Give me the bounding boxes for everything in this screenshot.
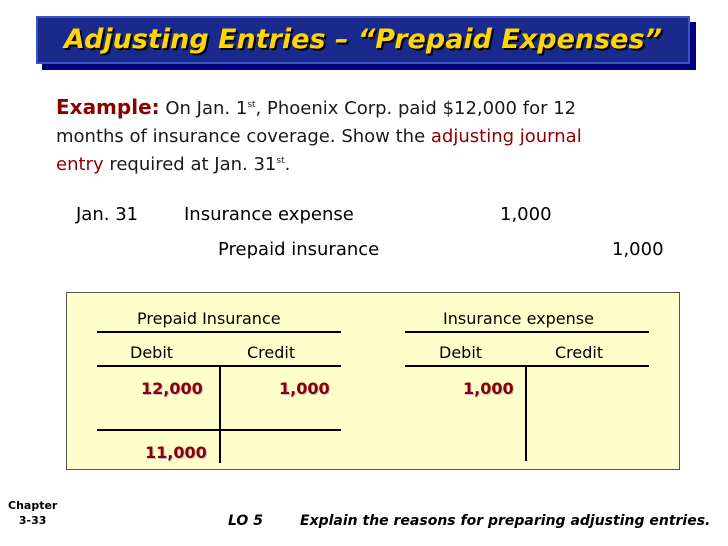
t-account-title: Prepaid Insurance [137, 309, 281, 328]
t-account-header-rule [405, 365, 649, 367]
highlight-entry: entry [56, 154, 104, 175]
je-credit-account: Prepaid insurance [218, 239, 380, 260]
t-account-divider [525, 365, 527, 461]
t-account-top-rule [405, 331, 649, 333]
example-label: Example: [56, 95, 160, 119]
t-account-title: Insurance expense [443, 309, 594, 328]
debit-header: Debit [130, 343, 174, 362]
t-account-divider [219, 365, 221, 429]
footer-text: Explain the reasons for preparing adjusting entries. [300, 513, 711, 529]
example-text [56, 93, 676, 179]
highlight-adjusting-journal: adjusting journal [430, 126, 582, 147]
t-account-top-rule [97, 331, 341, 333]
slide-title: Adjusting Entries – “Prepaid Expenses” [64, 24, 662, 55]
debit-header: Debit [439, 343, 483, 362]
je-debit-amount: 1,000 [500, 204, 552, 225]
debit-value: 1,000 [463, 379, 514, 398]
credit-header: Credit [555, 343, 604, 362]
example-line-2: months of insurance coverage. Show the adjusting journal [56, 126, 582, 147]
je-date: Jan. 31 [76, 204, 139, 225]
je-debit-account: Insurance expense [184, 204, 354, 225]
example-line-3: entry required at Jan. 31st. [56, 154, 291, 175]
je-credit-amount: 1,000 [612, 239, 664, 260]
debit-value: 12,000 [141, 379, 203, 398]
credit-header: Credit [247, 343, 296, 362]
learning-objective: LO 5 [228, 513, 263, 529]
credit-value: 1,000 [279, 379, 330, 398]
balance-value: 11,000 [145, 443, 207, 462]
t-accounts-box [66, 292, 680, 470]
example-line-1: Example: On Jan. 1st, Phoenix Corp. paid $12,000 for 12 [56, 95, 577, 119]
chapter-label: Chapter 3-33 [8, 499, 58, 527]
t-account-divider-lower [219, 429, 221, 463]
page-number: 3-33 [18, 514, 47, 527]
